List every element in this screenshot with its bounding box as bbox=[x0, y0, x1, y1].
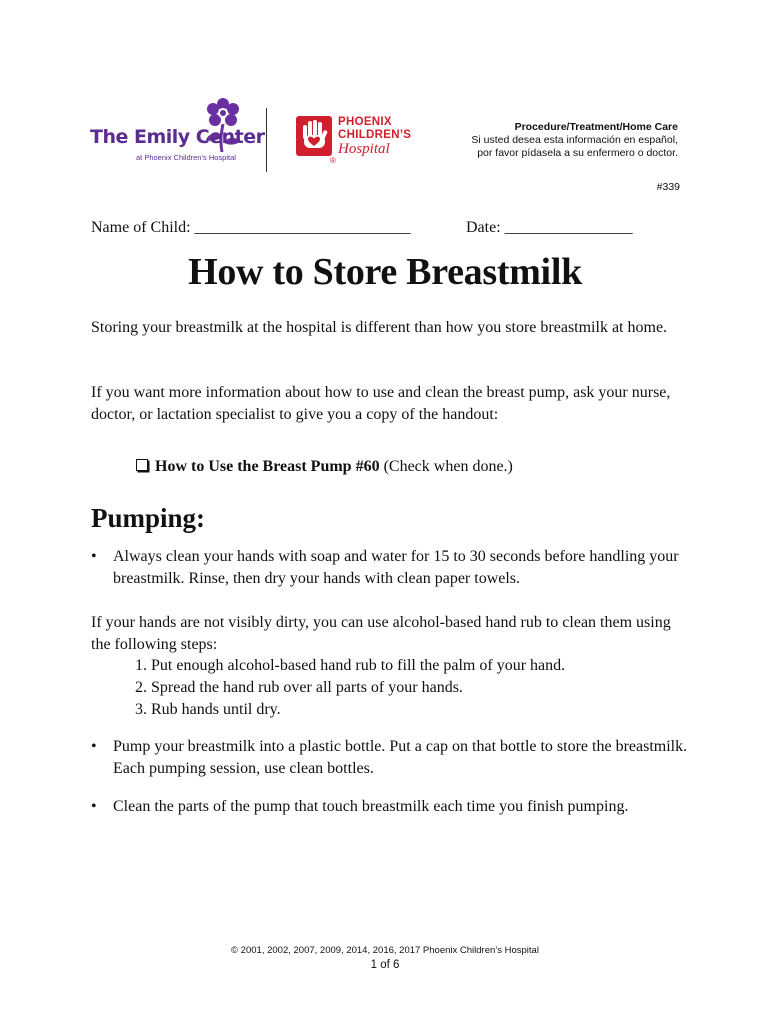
bullet-item bbox=[91, 796, 691, 818]
hand-heart-icon bbox=[296, 116, 332, 156]
document-number: #339 bbox=[656, 181, 680, 193]
procedure-header bbox=[471, 121, 678, 160]
emily-center-subtitle: at Phoenix Children’s Hospital bbox=[136, 153, 236, 162]
pch-logo-line3: Hospital bbox=[338, 141, 390, 157]
info-text: If you want more information about how to use and clean the breast pump, ask your nurse, doctor, or lactation specialist to give you a copy of the handout: bbox=[91, 384, 671, 423]
spanish-notice-line2: por favor pídasela a su enfermero o doctor. bbox=[477, 147, 678, 159]
step-item: 3. Rub hands until dry. bbox=[135, 701, 281, 718]
handout-title: How to Use the Breast Pump #60 bbox=[155, 458, 380, 475]
bullet-symbol: • bbox=[91, 798, 97, 815]
emily-center-logo bbox=[86, 96, 265, 168]
section-heading-pumping: Pumping: bbox=[91, 503, 206, 533]
bullet-symbol: • bbox=[91, 738, 97, 755]
bullet-text-pump-bottle: Pump your breastmilk into a plastic bottle. Put a cap on that bottle to store the breastmilk. Each pumping session, use clean bottles. bbox=[113, 738, 688, 777]
bullet-symbol: • bbox=[91, 548, 97, 565]
date-field: Date: ________________ bbox=[466, 219, 633, 236]
registered-mark: ® bbox=[330, 156, 336, 165]
child-name-field: Name of Child: ___________________________ bbox=[91, 219, 411, 236]
hand-rub-text: If your hands are not visibly dirty, you can use alcohol-based hand rub to clean them using the following steps: bbox=[91, 614, 671, 653]
info-paragraph bbox=[91, 382, 691, 426]
page-title: How to Store Breastmilk bbox=[188, 251, 582, 293]
bullet-item bbox=[91, 736, 691, 780]
hand-rub-paragraph bbox=[91, 612, 691, 656]
pch-logo-line1: PHOENIX bbox=[338, 116, 392, 128]
logo-divider bbox=[266, 108, 267, 172]
spanish-notice-line1: Si usted desea esta información en español, bbox=[471, 134, 678, 146]
handout-checkbox-item bbox=[136, 456, 513, 478]
intro-paragraph bbox=[91, 317, 691, 339]
page-number: 1 of 6 bbox=[370, 959, 400, 971]
footer-copyright: © 2001, 2002, 2007, 2009, 2014, 2016, 2017 Phoenix Children’s Hospital bbox=[231, 945, 539, 956]
step-item: 2. Spread the hand rub over all parts of your hands. bbox=[135, 679, 463, 696]
pch-logo-line2: CHILDREN’S bbox=[338, 129, 412, 141]
bullet-text-hand-washing: Always clean your hands with soap and water for 15 to 30 seconds before handling your breastmilk. Rinse, then dry your hands with clean paper towels. bbox=[113, 548, 679, 587]
procedure-title: Procedure/Treatment/Home Care bbox=[514, 121, 678, 133]
bullet-text-clean-parts: Clean the parts of the pump that touch breastmilk each time you finish pumping. bbox=[113, 798, 629, 815]
phoenix-childrens-logo bbox=[296, 116, 424, 172]
step-item: 1. Put enough alcohol-based hand rub to fill the palm of your hand. bbox=[135, 657, 566, 674]
checkbox-icon[interactable] bbox=[136, 459, 148, 471]
emily-center-title: The Emily Center bbox=[90, 126, 265, 148]
bullet-item bbox=[91, 546, 691, 590]
handout-note: (Check when done.) bbox=[379, 458, 513, 475]
intro-text: Storing your breastmilk at the hospital is different than how you store breastmilk at home. bbox=[91, 319, 668, 336]
